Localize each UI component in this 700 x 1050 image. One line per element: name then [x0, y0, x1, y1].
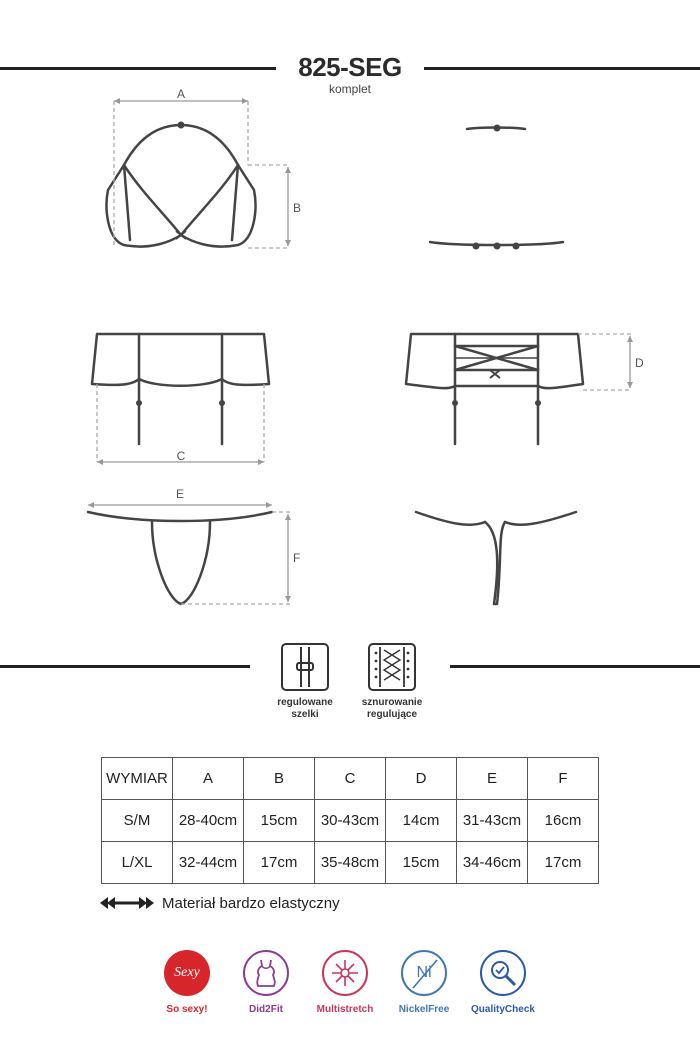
table-cell: 28-40cm — [173, 800, 244, 842]
feature-rule-right — [450, 665, 700, 668]
dimension-label-a: A — [176, 87, 186, 101]
nickelfree-icon — [401, 950, 447, 996]
bra-back-drawing — [430, 128, 563, 246]
feature-label-line1: sznurowanie — [361, 697, 423, 708]
bra-front-drawing — [107, 125, 256, 247]
table-cell: 15cm — [244, 800, 315, 842]
feature-rule-left — [0, 665, 250, 668]
thong-back-drawing — [416, 512, 576, 604]
table-cell: 30-43cm — [315, 800, 386, 842]
badge-qualitycheck — [458, 950, 548, 1015]
product-type: komplet — [328, 82, 372, 96]
multistretch-icon — [322, 950, 368, 996]
table-cell: 17cm — [244, 842, 315, 884]
table-cell: 14cm — [386, 800, 457, 842]
adjustable-straps-icon — [281, 643, 329, 691]
table-header-cell: A — [173, 758, 244, 800]
table-cell: 15cm — [386, 842, 457, 884]
table-cell: 34-46cm — [457, 842, 528, 884]
size-table — [101, 757, 599, 884]
badge-label: QualityCheck — [471, 1004, 535, 1015]
feature-label-line2: regulujące — [366, 709, 418, 720]
qualitycheck-icon — [480, 950, 526, 996]
dimension-label-c: C — [176, 449, 186, 463]
table-header-cell: WYMIAR — [102, 758, 173, 800]
table-row — [102, 842, 599, 884]
badge-label: Did2Fit — [249, 1004, 283, 1015]
feature-lacing — [337, 643, 447, 721]
table-cell: S/M — [102, 800, 173, 842]
table-cell: 31-43cm — [457, 800, 528, 842]
thong-front-drawing — [88, 512, 272, 604]
table-header-cell: C — [315, 758, 386, 800]
badge-nickelfree — [379, 950, 469, 1015]
table-cell: 32-44cm — [173, 842, 244, 884]
badge-multistretch — [300, 950, 390, 1015]
table-header-row — [102, 758, 599, 800]
table-row — [102, 800, 599, 842]
table-cell: 35-48cm — [315, 842, 386, 884]
dimension-label-f: F — [293, 551, 301, 565]
badge-did2fit — [221, 950, 311, 1015]
feature-label-line2: szelki — [291, 709, 319, 720]
dimension-label-b: B — [293, 201, 302, 215]
garter-belt-front-drawing — [92, 334, 269, 444]
lacing-icon — [368, 643, 416, 691]
nickelfree-icon-text: Ni — [416, 964, 432, 981]
stretch-arrows-icon — [100, 896, 154, 910]
table-cell: 17cm — [528, 842, 599, 884]
feature-label-line1: regulowane — [277, 697, 333, 708]
sexy-icon-text: Sexy — [174, 965, 200, 980]
table-header-cell: E — [457, 758, 528, 800]
badge-label: So sexy! — [166, 1004, 208, 1015]
product-code: 825-SEG — [298, 52, 402, 82]
table-header-cell: D — [386, 758, 457, 800]
sexy-icon — [164, 950, 210, 996]
did2fit-icon — [243, 950, 289, 996]
badge-label: NickelFree — [398, 1004, 450, 1015]
dimension-label-e: E — [175, 487, 185, 501]
material-text: Materiał bardzo elastyczny — [162, 894, 340, 912]
table-header-cell: B — [244, 758, 315, 800]
garter-belt-back-drawing — [406, 334, 583, 444]
dimension-label-d: D — [635, 356, 644, 370]
badge-label: Multistretch — [316, 1004, 374, 1015]
table-header-cell: F — [528, 758, 599, 800]
material-note — [100, 893, 340, 913]
badge-so-sexy — [142, 950, 232, 1015]
table-cell: 16cm — [528, 800, 599, 842]
table-cell: L/XL — [102, 842, 173, 884]
